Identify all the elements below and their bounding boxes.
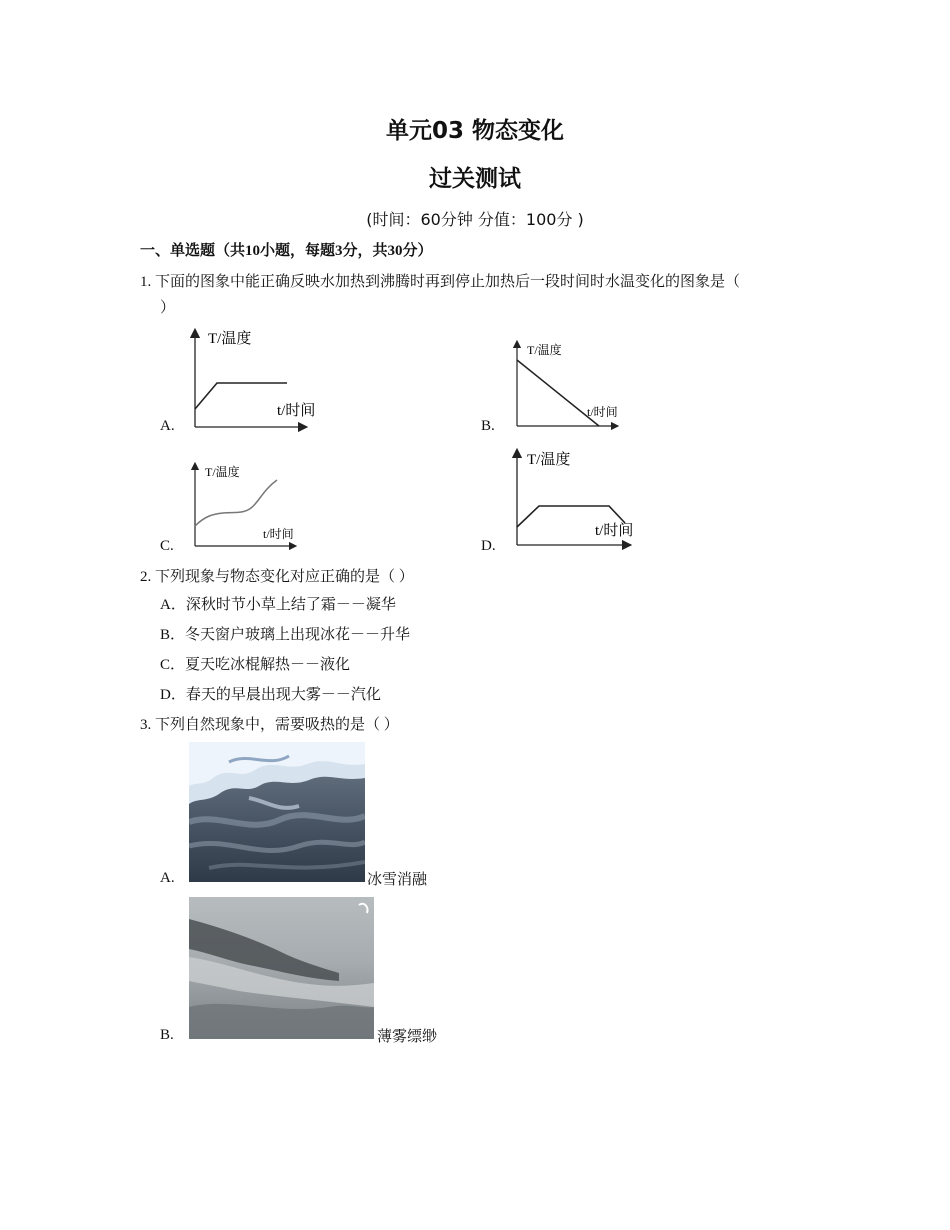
y-axis-label: T/温度 — [527, 452, 571, 468]
temperature-curve — [195, 480, 277, 526]
ice-melting-photo — [189, 742, 365, 882]
q2-stem: 2. 下列现象与物态变化对应正确的是（ ） — [140, 569, 414, 585]
q1-option-a-label: A. — [160, 418, 175, 434]
q1-option-d-graph — [507, 447, 647, 551]
q3-option-a-label: A. — [160, 870, 175, 886]
section-heading: 一、单选题（共10小题，每题3分，共30分） — [140, 243, 433, 259]
q2-option-a: A．深秋时节小草上结了霜－－凝华 — [160, 597, 396, 613]
q2-option-b: B．冬天窗户玻璃上出现冰花－－升华 — [160, 627, 411, 643]
q3-stem: 3. 下列自然现象中，需要吸热的是（ ） — [140, 717, 399, 733]
q1-option-b-label: B. — [481, 418, 495, 434]
x-axis-label: t/时间 — [277, 403, 315, 419]
exam-meta: (时间：60分钟 分值：100分 ) — [366, 210, 584, 229]
y-axis-label: T/温度 — [205, 465, 240, 479]
y-axis-label: T/温度 — [527, 343, 562, 357]
q1-stem-paren: ） — [160, 300, 176, 316]
temperature-curve — [195, 383, 287, 409]
q1-option-c-graph — [185, 460, 305, 556]
q1-option-a-graph — [185, 325, 315, 435]
q3-option-a-caption: 冰雪消融 — [367, 872, 428, 888]
x-axis-label: t/时间 — [595, 523, 634, 539]
q1-option-b-graph — [507, 338, 627, 436]
q1-stem: 1. 下面的图象中能正确反映水加热到沸腾时再到停止加热后一段时间时水温变化的图象是（ — [140, 274, 741, 290]
document-title: 单元03 物态变化 — [385, 118, 564, 144]
q3-option-b-caption: 薄雾缥缈 — [377, 1029, 438, 1045]
x-axis-label: t/时间 — [587, 405, 618, 419]
x-axis-label: t/时间 — [263, 527, 294, 541]
q2-option-d: D．春天的早晨出现大雾－－汽化 — [160, 687, 381, 703]
q1-option-c-label: C. — [160, 538, 174, 554]
mist-photo — [189, 897, 374, 1039]
y-axis-label: T/温度 — [208, 331, 252, 347]
q1-option-d-label: D. — [481, 538, 496, 554]
q3-option-b-label: B. — [160, 1027, 174, 1043]
q2-option-c: C．夏天吃冰棍解热－－液化 — [160, 657, 351, 673]
document-subtitle: 过关测试 — [429, 166, 521, 192]
